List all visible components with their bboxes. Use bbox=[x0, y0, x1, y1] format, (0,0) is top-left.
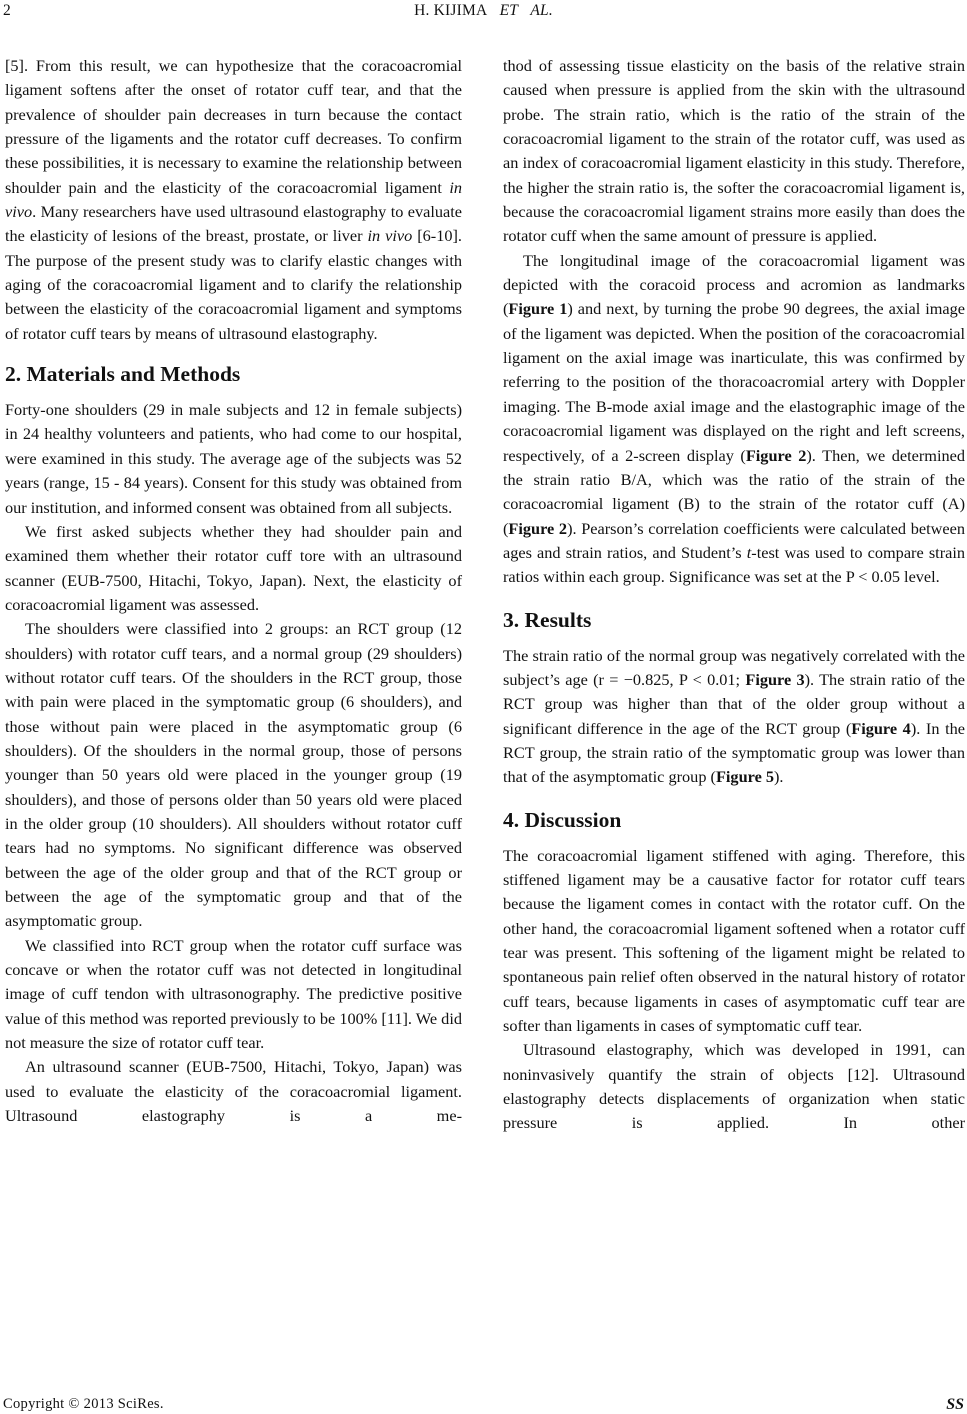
text-run: . Many researchers have used ultrasound elastography to evaluate the elasticity of lesions of the breast, prostate, or liver bbox=[5, 202, 462, 246]
page-number: 2 bbox=[3, 2, 11, 19]
paragraph-grouping: The shoulders were classified into 2 groups: an RCT group (12 shoulders) with rotator cuff tears, and a normal group (29 shoulders) without rotator cuff tears. Of the shoulders in the RCT group, those with pain were placed in the symptomatic group (6 shoulders), and those without pain were placed in the asymptomatic group (6 shoulders). Of the shoulders in the normal group, those of persons younger than 50 years old were placed in the younger group (19 shoulders), and those of persons older than 50 years old were placed in the older group (10 shoulders). All shoulders without rotator cuff tears had no symptoms. No significant difference was observed between the age of the older group and that of the RCT group or between the age of the symptomatic group and that of the asymptomatic group. bbox=[5, 619, 462, 931]
page-header bbox=[0, 2, 967, 24]
figure-reference: Figure 2 bbox=[508, 518, 568, 538]
paragraph-results bbox=[503, 644, 965, 790]
running-head-et: ET bbox=[499, 2, 519, 19]
section-heading-materials-methods: 2. Materials and Methods bbox=[5, 362, 241, 387]
text-run: -test was used to compare strain ratios within each group. Significance was set at the P < 0.05 level. bbox=[503, 542, 966, 587]
paragraph-scanner: An ultrasound scanner (EUB-7500, Hitachi, Tokyo, Japan) was used to evaluate the elasticity of the coracoacromial ligament. Ultrasound elastography is a me- bbox=[5, 1057, 462, 1126]
running-head-author: H. KIJIMA bbox=[414, 2, 488, 19]
journal-abbreviation: SS bbox=[946, 1396, 964, 1413]
paragraph-elastography-method: thod of assessing tissue elasticity on the basis of the relative strain caused when pressure is applied from the skin with the ultrasound probe. The strain ratio, which is the ratio of the strain of the coracoacromial ligament to the strain of the rotator cuff, was used as an index of coracoacromial ligament elasticity in this study. Therefore, the higher the strain ratio is, the softer the coracoacromial ligament is, because the coracoacromial ligament strains more easily than does the rotator cuff when the same amount of pressure is applied. bbox=[503, 56, 965, 246]
text-run: The longitudinal image of the coracoacromial ligament was depicted with the coracoid process and acromion as landmarks ( bbox=[503, 250, 965, 319]
running-head bbox=[0, 2, 967, 20]
section-heading-results: 3. Results bbox=[503, 607, 592, 632]
running-head-al: AL. bbox=[530, 2, 553, 19]
italic-term: in vivo bbox=[5, 177, 462, 222]
figure-reference: Figure 5 bbox=[715, 767, 775, 787]
intro-paragraph-continued bbox=[5, 54, 462, 346]
paragraph-assessment: We first asked subjects whether they had shoulder pain and examined them whether their rotator cuff tore with an ultrasound scanner (EUB-7500, Hitachi, Tokyo, Japan). Next, the elasticity of coracoacromial ligament was assessed. bbox=[5, 521, 462, 614]
left-column bbox=[5, 54, 462, 1128]
figure-reference: Figure 4 bbox=[851, 718, 911, 738]
paragraph-elastography-history: Ultrasound elastography, which was developed in 1991, can noninvasively quantify the strain of objects [12]. Ultrasound elastography detects displacements of organization when static pressure is applied. In other bbox=[503, 1040, 965, 1133]
text-run: [5]. From this result, we can hypothesize that the coracoacromial ligament softens after the onset of rotator cuff tear, and that the prevalence of shoulder pain decreases in turn because the contact pressure of the ligaments and the rotator cuff decreases. To confirm these possibilities, it is necessary to examine the relationship between shoulder pain and the elasticity of the coracoacromial ligament bbox=[5, 56, 462, 197]
text-run: The strain ratio of the normal group was negatively correlated with the subject’s age (r = −0.825, P < 0.01; bbox=[503, 645, 965, 689]
paragraph-discussion: The coracoacromial ligament stiffened with aging. Therefore, this stiffened ligament may be a causative factor for rotator cuff tears because the ligament comes in contact with the rotator cuff. On the other hand, the coracoacromial ligament softened when a rotator cuff tear was present. This softening of the ligament might be related to spontaneous pain relief often observed in the natural history of rotator cuff tears, because ligaments in cases of asymptomatic cuff tear are softer than ligaments in cases of symptomatic cuff tear. bbox=[503, 845, 965, 1036]
text-run: ) and next, by turning the probe 90 degrees, the axial image of the ligament was depicted. When the position of the coracoacromial ligament on the axial image was inarticulate, this was confirmed by referring to the position of the thoracoacromial artery with Doppler imaging. The B-mode axial image and the elastographic image of the coracoacromial ligament was displayed on the right and left screens, respectively, of a 2-screen display ( bbox=[503, 299, 965, 465]
paragraph-subjects: Forty-one shoulders (29 in male subjects and 12 in female subjects) in 24 healthy volunteers and patients, who had come to our hospital, were examined in this study. The average age of the subjects was 52 years (range, 15 - 84 years). Consent for this study was obtained from our institution, and informed consent was obtained from all subjects. bbox=[5, 400, 462, 517]
right-column bbox=[503, 54, 965, 1136]
copyright-notice: Copyright © 2013 SciRes. bbox=[3, 1396, 164, 1412]
text-run: ). In the RCT group, the strain ratio of the symptomatic group was lower than that of the asymptomatic group ( bbox=[503, 718, 965, 787]
text-run: ). Then, we determined the strain ratio B/A, which was the ratio of the strain of the coracoacromial ligament (B) to the strain of the rotator cuff (A) ( bbox=[503, 445, 965, 538]
figure-reference: Figure 3 bbox=[745, 669, 805, 689]
figure-reference: Figure 2 bbox=[745, 445, 807, 465]
paragraph-imaging-procedure bbox=[503, 249, 965, 590]
italic-term: t bbox=[746, 542, 752, 562]
section-heading-discussion: 4. Discussion bbox=[503, 807, 622, 832]
italic-term: in vivo bbox=[367, 226, 413, 246]
text-run: ). Pearson’s correlation coefficients were calculated between ages and strain ratios, and Student’s bbox=[503, 518, 965, 562]
paragraph-classification: We classified into RCT group when the rotator cuff surface was concave or when the rotator cuff was not detected in longitudinal image of cuff tendon with ultrasonography. The predictive positive value of this method was reported previously to be 100% [11]. We did not measure the size of rotator cuff tear. bbox=[5, 935, 462, 1053]
figure-reference: Figure 1 bbox=[508, 299, 568, 319]
text-run: [6-10]. The purpose of the present study was to clarify elastic changes with aging of the coracoacromial ligament and to clarify the relationship between the elasticity of the coracoacromial ligament and symptoms of rotator cuff tears by means of ultrasound elastography. bbox=[5, 226, 463, 343]
text-run: ). The strain ratio of the RCT group was higher than that of the older group without a significant difference in the age of the RCT group ( bbox=[503, 669, 965, 738]
text-run: ). bbox=[774, 767, 784, 787]
